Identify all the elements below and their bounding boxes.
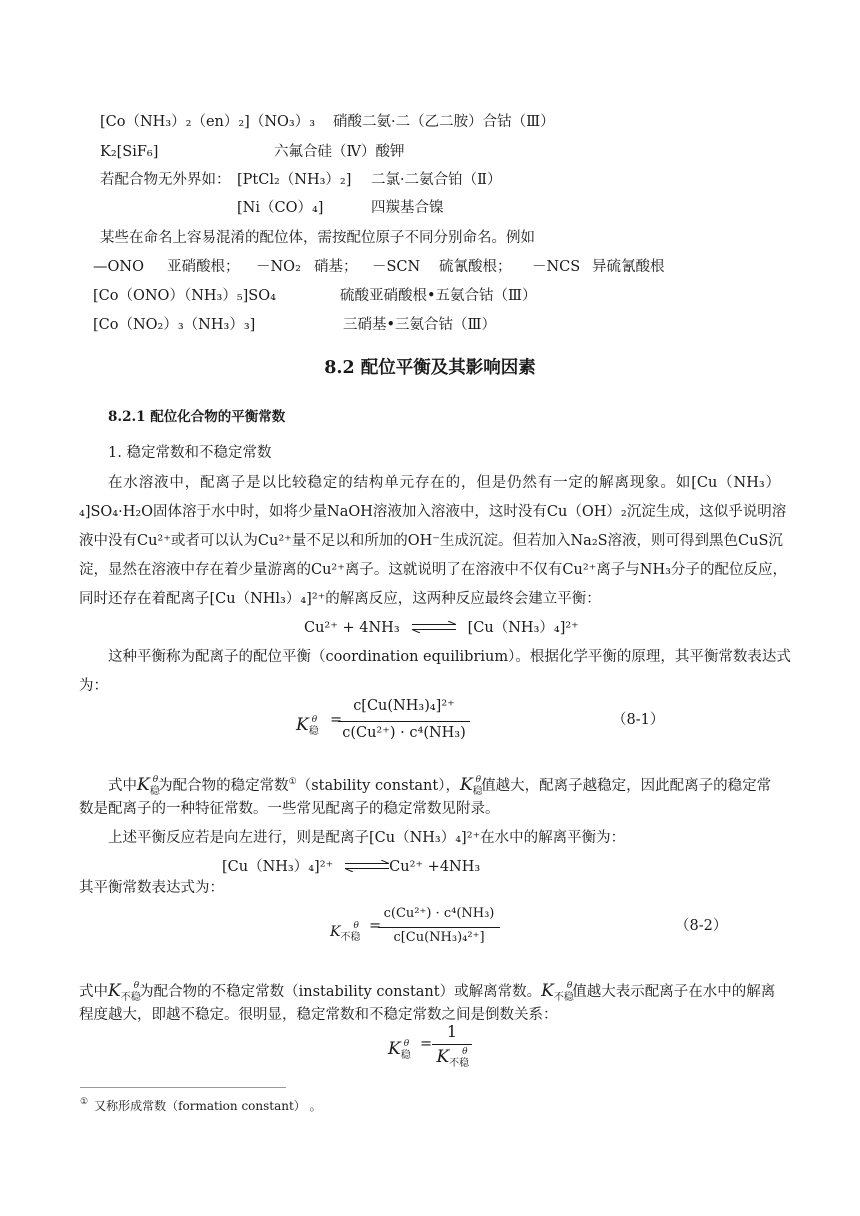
example-name: 硫酸亚硝酸根•五氨合钴（Ⅲ） (340, 288, 537, 304)
ligand-name: 硫氰酸根； (439, 259, 512, 275)
equals-sign: = (330, 712, 343, 728)
fraction-bar (378, 927, 500, 928)
stability-constant-symbol: $K_稳^\theta$ (296, 715, 319, 737)
equals-sign: = (420, 1036, 433, 1052)
example-formula: [Ni（CO）₄] (237, 200, 324, 216)
equals-sign: = (369, 918, 382, 934)
instability-constant-symbol: $K_{不稳}^\theta$ (108, 981, 141, 1003)
paragraph-line: ₄]SO₄·H₂O固体溶于水中时，如将少量NaOH溶液加入溶液中，这时没有Cu（OH）₂沉淀生成，这似乎说明溶 (79, 504, 787, 520)
dissociation-reaction (222, 857, 480, 877)
stability-constant-symbol: $K_稳^\theta$ (137, 775, 160, 797)
stability-constant-symbol: $K_稳^\theta$ (459, 775, 483, 797)
subsection-title: 8.2.1 配位化合物的平衡常数 (108, 409, 286, 425)
fraction-denominator: c[Cu(NH₃)₄²⁺] (393, 930, 485, 945)
paragraph-line: 淀，显然在溶液中存在着少量游离的Cu²⁺离子。这就说明了在溶液中不仅有Cu²⁺离子与NH₃分子的配位反应， (79, 562, 787, 578)
fraction-denominator: c(Cu²⁺) · c⁴(NH₃) (342, 725, 466, 741)
ligand-formula: －NCS (532, 259, 581, 275)
paragraph-line: 液中没有Cu²⁺或者可以认为Cu²⁺量不足以和所加的OH⁻生成沉淀。但若加入Na₂S溶液，则可得到黑色CuS沉 (79, 533, 783, 549)
section-title: 8.2 配位平衡及其影响因素 (324, 358, 536, 378)
ambiguous-ligand-intro: 某些在命名上容易混淆的配位体，需按配位原子不同分别命名。例如 (100, 230, 535, 246)
reciprocal-fraction (432, 1022, 472, 1070)
paragraph-line: 数是配离子的一种特征常数。一些常见配离子的稳定常数见附录。 (79, 801, 500, 817)
instability-constant-symbol: $K_{不稳}^\theta$ (330, 921, 361, 943)
ligand-name: 亚硝酸根； (167, 259, 240, 275)
example-formula: K₂[SiF₆] (100, 144, 159, 160)
example-name: 四羰基合镍 (371, 200, 444, 216)
paragraph-line: 在水溶液中，配离子是以比较稳定的结构单元存在的，但是仍然有一定的解离现象。如[Cu（NH₃） (108, 475, 780, 491)
fraction-numerator: c(Cu²⁺) · c⁴(NH₃) (383, 906, 495, 921)
equation-left: [Cu（NH₃）₄]²⁺ (222, 859, 334, 875)
equilibrium-reaction (304, 618, 579, 638)
ligand-formula: —ONO (93, 259, 144, 275)
example-formula: [Co（ONO）（NH₃）₅]SO₄ (93, 288, 276, 304)
fraction-bar (338, 721, 470, 722)
paragraph-line: 上述平衡反应若是向左进行，则是配离子[Cu（NH₃）₄]²⁺在水中的解离平衡为： (108, 830, 626, 846)
paragraph-line: 同时还存在着配离子[Cu（NHl₃）₄]²⁺的解离反应，这两种反应最终会建立平衡： (79, 591, 601, 607)
equilibrium-arrow-icon (412, 621, 456, 633)
fraction-numerator: c[Cu(NH₃)₄]²⁺ (353, 698, 455, 714)
footnote-text: 又称形成常数（formation constant） 。 (94, 1099, 322, 1113)
equation-number: （8-2） (675, 918, 728, 934)
instability-constant-symbol: $K_{不稳}^\theta$ (541, 981, 574, 1003)
fraction-denominator: $K_{不稳}^\theta$ (436, 1047, 470, 1069)
fraction-numerator: 1 (446, 1022, 458, 1041)
footnote-mark: ① (288, 777, 297, 787)
footnote (80, 1096, 322, 1116)
example-formula: [Co（NH₃）₂（en）₂]（NO₃）₃ (100, 114, 316, 130)
ligand-name: 硝基； (314, 259, 358, 275)
stability-constant-symbol: $K_稳^\theta$ (388, 1039, 411, 1061)
paragraph-line: 其平衡常数表达式为： (79, 880, 224, 896)
paragraph-line: 式中$K_{不稳}^\theta$为配合物的不稳定常数（instability constant）或解离常数。$K_{不稳}^\theta$值越大表示配离子在水中的解离 (79, 981, 776, 1003)
equilibrium-arrow-icon (345, 860, 389, 872)
footnote-divider (80, 1087, 286, 1088)
example-prefix: 若配合物无外界如： (100, 172, 231, 188)
example-name: 二氯·二氨合铂（Ⅱ） (371, 172, 502, 188)
example-formula: [Co（NO₂）₃（NH₃）₃] (93, 317, 256, 333)
example-name: 六氟合硅（Ⅳ）酸钾 (274, 144, 405, 160)
ligand-formula: －NO₂ (256, 259, 301, 275)
ligand-formula: －SCN (372, 259, 421, 275)
stability-constant-fraction (338, 698, 470, 746)
footnote-mark: ① (80, 1097, 89, 1107)
paragraph-line: 程度越大，即越不稳定。很明显，稳定常数和不稳定常数之间是倒数关系： (79, 1007, 558, 1023)
equation-right: [Cu（NH₃）₄]²⁺ (467, 620, 579, 636)
instability-constant-fraction (378, 906, 500, 950)
equation-left: Cu²⁺ + 4NH₃ (304, 620, 400, 636)
example-name: 三硝基•三氨合钴（Ⅲ） (343, 317, 497, 333)
item-heading: 1. 稳定常数和不稳定常数 (108, 445, 272, 461)
ligand-name: 异硫氰酸根 (592, 259, 665, 275)
fraction-bar (432, 1044, 472, 1045)
paragraph-line: 这种平衡称为配离子的配位平衡（coordination equilibrium）。根据化学平衡的原理，其平衡常数表达式 (108, 649, 791, 665)
example-name: 硝酸二氨·二（乙二胺）合钴（Ⅲ） (333, 114, 555, 130)
equation-number: （8-1） (612, 712, 665, 728)
paragraph-line: 式中$K_稳^\theta$为配合物的稳定常数①（stability constant），$K_稳^\theta$值越大，配离子越稳定，因此配离子的稳定常 (108, 775, 772, 797)
equation-right: Cu²⁺ +4NH₃ (389, 859, 481, 875)
paragraph-line: 为： (79, 678, 108, 694)
example-formula: [PtCl₂（NH₃）₂] (237, 172, 352, 188)
